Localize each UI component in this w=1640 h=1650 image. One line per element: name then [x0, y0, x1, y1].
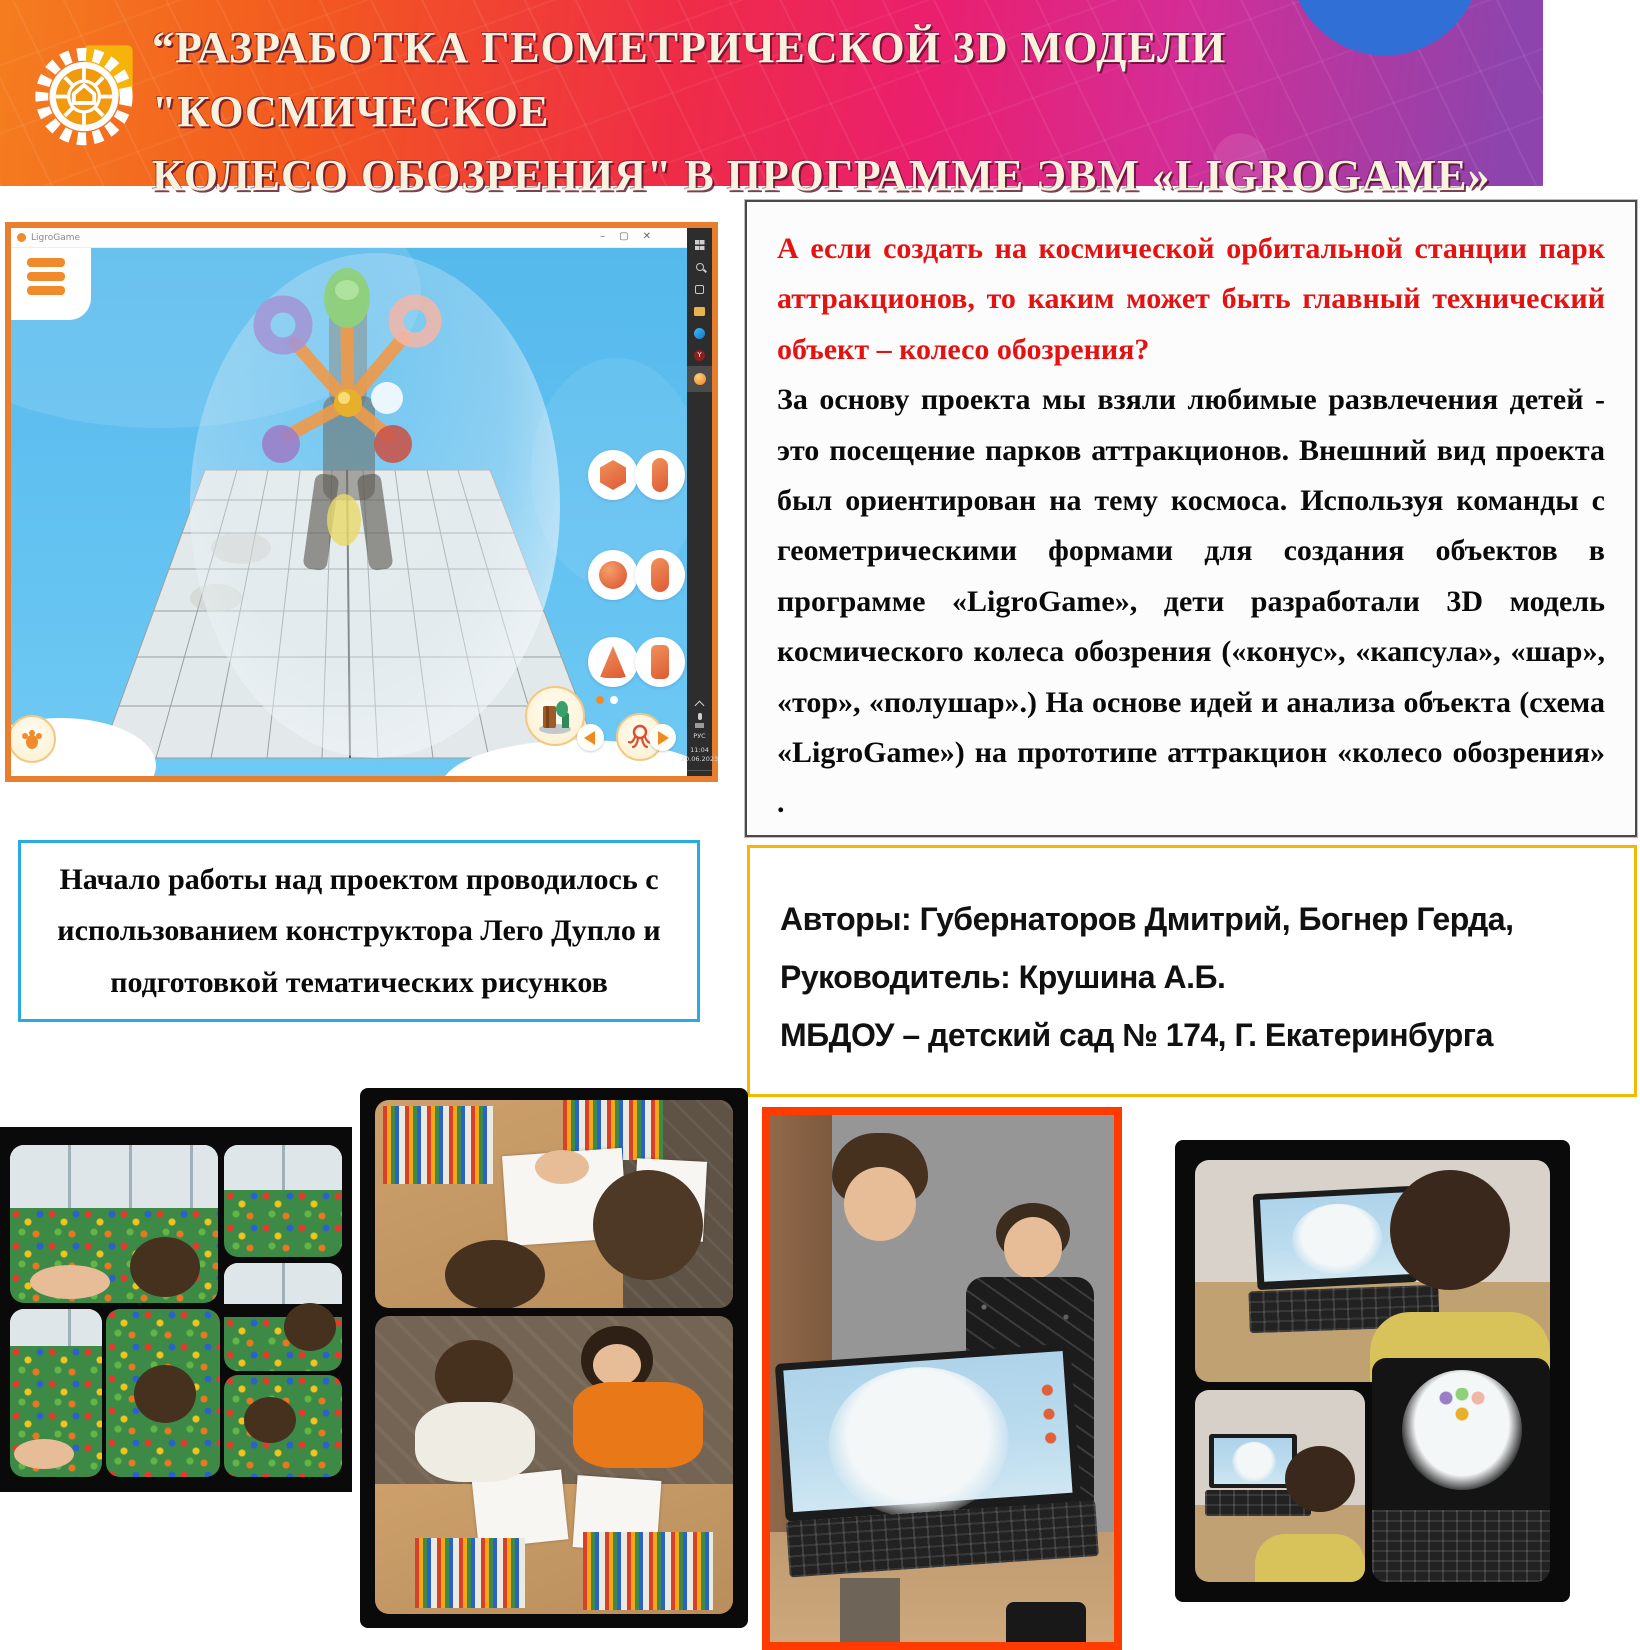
app-window-icon: [17, 233, 26, 242]
children-with-laptop-photo: [762, 1107, 1122, 1650]
laptop-screen: [783, 1351, 1072, 1512]
poster-title: [152, 16, 1522, 208]
hamburger-menu-icon[interactable]: [27, 258, 65, 267]
institution-line: МБДОУ – детский сад № 174, Г. Екатеринбурга: [780, 1017, 1493, 1054]
page-dot[interactable]: [610, 696, 618, 704]
file-explorer-icon[interactable]: [687, 300, 712, 322]
shoes: [1006, 1602, 1086, 1642]
drawing-collage: [360, 1088, 748, 1628]
question-text: А если создать на космической орбитальной станции парк аттракционов, то каким может быть главный технический объект – колесо обозрения?: [777, 232, 1605, 366]
boy-head: [1390, 1170, 1510, 1290]
search-icon[interactable]: [687, 256, 712, 278]
trees-icon: [535, 696, 575, 736]
photo-lego-6: [224, 1375, 342, 1477]
ligrogame-taskbar-icon[interactable]: [687, 366, 712, 392]
photo-laptop-3: [1372, 1358, 1550, 1582]
clock[interactable]: [681, 746, 718, 764]
photo-lego-3: [224, 1263, 342, 1371]
edge-browser-icon[interactable]: [687, 322, 712, 344]
lego-collage: [0, 1127, 352, 1492]
windows-start-icon[interactable]: [687, 234, 712, 256]
photo-laptop-1: [1195, 1160, 1550, 1382]
shape-button-cone[interactable]: [588, 637, 638, 687]
maximize-button[interactable]: ▢: [619, 231, 629, 242]
yandex-browser-icon[interactable]: Y: [687, 344, 712, 366]
orange-shirt: [573, 1382, 703, 1468]
shape-button-cylinder[interactable]: [635, 637, 685, 687]
tray-expand-icon[interactable]: [695, 701, 705, 711]
prev-arrow-icon: [584, 731, 595, 745]
photo-lego-5: [106, 1309, 220, 1477]
date: 20.06.2023: [680, 755, 719, 763]
paw-icon: [19, 726, 45, 752]
prev-arrow-button[interactable]: [577, 724, 604, 751]
scene-thumbnail-button[interactable]: [525, 686, 585, 746]
lego-note-box: [18, 840, 700, 1022]
ferris-wheel-model[interactable]: [11, 248, 687, 776]
boy-face: [844, 1167, 916, 1241]
show-desktop-button[interactable]: [687, 770, 712, 776]
hub-gold: [334, 389, 362, 417]
photo-lego-1: [10, 1145, 218, 1303]
shape-button-sphere[interactable]: [588, 550, 638, 600]
poster-title-line1: “РАЗРАБОТКА ГЕОМЕТРИЧЕСКОЙ 3D МОДЕЛИ "КОСМИЧЕСКОЕ: [152, 23, 1227, 136]
laptop-collage: [1175, 1140, 1570, 1602]
page-dot-active[interactable]: [596, 696, 604, 704]
taskbar: [680, 228, 719, 776]
task-view-icon[interactable]: [687, 278, 712, 300]
boy-shorts: [840, 1578, 900, 1642]
ligrogame-screenshot: [5, 222, 718, 782]
app-titlebar: [11, 228, 687, 248]
photo-drawing-2: [375, 1316, 733, 1614]
girl-face: [1004, 1217, 1062, 1279]
next-arrow-button[interactable]: [649, 724, 676, 751]
app-3d-canvas[interactable]: [11, 248, 687, 776]
network-volume-icons[interactable]: [695, 723, 704, 728]
system-tray: [681, 702, 718, 776]
project-description-box: [745, 200, 1637, 837]
torus-purple: [262, 304, 304, 346]
next-arrow-icon: [658, 731, 669, 745]
authors-box: [747, 845, 1637, 1097]
photo-lego-2: [224, 1145, 342, 1257]
light-glare: [371, 382, 403, 414]
minimize-button[interactable]: –: [600, 231, 606, 242]
sphere-red: [374, 425, 412, 463]
photo-laptop-2: [1195, 1390, 1365, 1582]
photo-drawing-1: [375, 1100, 733, 1308]
answer-text: За основу проекта мы взяли любимые развлечения детей - это посещение парков аттракционов. Внешний вид проекта был ориентирован на тему космоса. Используя команды с геометрическими формами для создания объектов в программе «LigroGame», дети разработали 3D модель космического колеса обозрения («конус», «капсула», «шар», «тор», «полушар».) На основе идей и анализа объекта (схема «LigroGame») на прототипе аттракцион «колесо обозрения» .: [777, 383, 1605, 820]
time: 11:04: [690, 746, 709, 754]
photo-lego-4: [10, 1309, 102, 1477]
shape-button-hexagonal-prism[interactable]: [588, 450, 638, 500]
authors-line: Авторы: Губернаторов Дмитрий, Богнер Герда,: [780, 901, 1514, 937]
menu-panel: [11, 248, 91, 320]
shape-button-rounded-cylinder[interactable]: [635, 550, 685, 600]
sphere-purple: [262, 425, 300, 463]
app-window-title: LigroGame: [31, 232, 81, 243]
language-indicator[interactable]: РУС: [693, 732, 706, 740]
torus-pink: [396, 302, 434, 340]
lego-note-text: Начало работы над проектом проводилось с использованием конструктора Лего Дупло и подготовкой тематических рисунков: [57, 862, 661, 999]
close-button[interactable]: ✕: [642, 231, 651, 242]
poster-header: [0, 0, 1543, 200]
supervisor-line: Руководитель: Крушина А.Б.: [780, 959, 1226, 996]
gear-house-logo: [20, 28, 148, 160]
poster-title-line2: КОЛЕСО ОБОЗРЕНИЯ" В ПРОГРАММЕ ЭВМ «LIGROGAME»: [152, 151, 1491, 200]
laptop: [775, 1342, 1099, 1579]
microphone-icon[interactable]: [698, 713, 702, 720]
shape-button-capsule[interactable]: [635, 450, 685, 500]
